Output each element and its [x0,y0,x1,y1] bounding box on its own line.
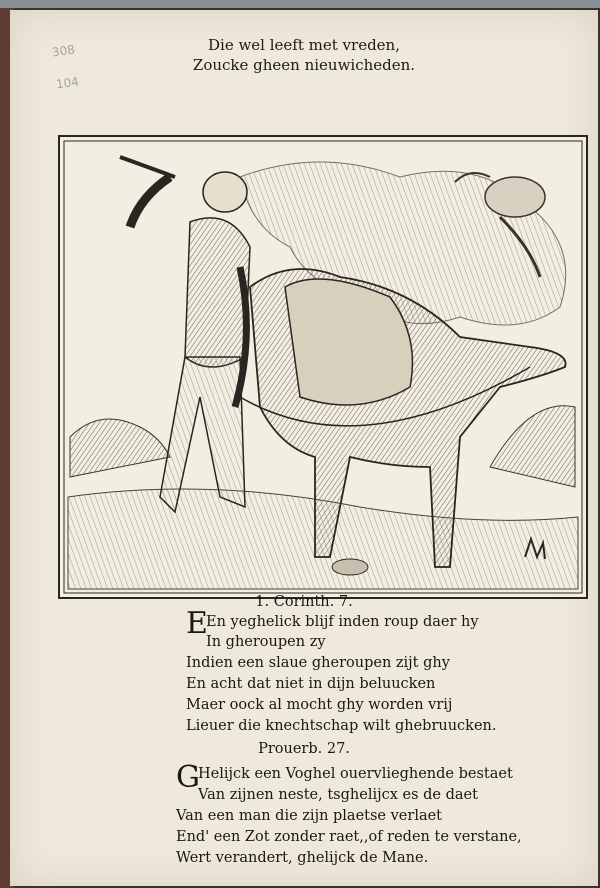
motto-line-2: Zoucke gheen nieuwicheden. [192,56,416,74]
verse1-dropcap: E [186,606,208,641]
verse1-line-2: In gheroupen zy [206,634,326,650]
verse1-line-5: Maer oock al mocht ghy worden vrij [186,697,453,713]
book-page [10,10,598,886]
top-strip [0,0,600,8]
verse1-reference: 1. Corinth. 7. [255,594,353,610]
engraving-man-beating-donkey-icon [60,137,586,597]
verse1-line-6: Lieuer die knechtschap wilt ghebruucken. [186,718,497,734]
verse2-reference: Prouerb. 27. [258,741,350,757]
pencil-note-1: 308 [51,42,76,60]
pencil-note-2: 104 [55,74,80,92]
engraving-illustration [58,135,588,599]
verse2-dropcap: G [176,760,200,795]
verse1-line-4: En acht dat niet in dijn beluucken [186,676,436,692]
verse2-line-5: Wert verandert, ghelijck de Mane. [176,850,429,866]
verse2-line-3: Van een man die zijn plaetse verlaet [176,808,443,824]
verse2-line-2: Van zijnen neste, tsghelijcx es de daet [198,787,478,803]
verse2-line-4: End' een Zot zonder raet,,of reden te verstane, [176,829,522,845]
verse2-line-1: Helijck een Voghel ouervlieghende bestaet [198,766,513,782]
verse1-line-3: Indien een slaue gheroupen zijt ghy [186,655,450,671]
verse1-line-1: En yeghelick blijf inden roup daer hy [206,614,479,630]
motto-line-1: Die wel leeft met vreden, [208,36,400,54]
